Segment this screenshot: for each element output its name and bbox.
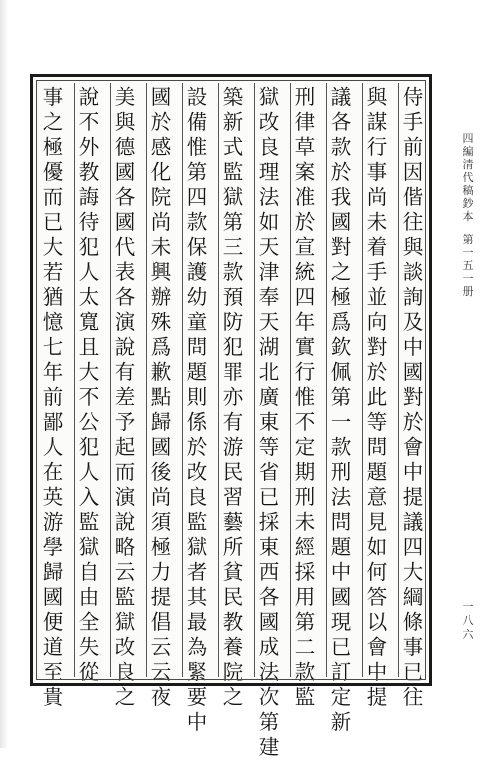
text-column-5: 獄 改 良 理 法 如 天 津 奉 天 湖 北 廣 東 等 省 已 採 東 西 各 國 成 法 次 第 建 <box>258 85 280 759</box>
text-column-11: 事 之 極 優 而 已 大 若 猶 憶 七 年 前 鄙 人 在 英 游 學 歸 國 便 道 至 貴 <box>42 85 64 709</box>
text-column-9: 美 與 德 國 各 國 代 表 各 演 說 有 差 予 起 而 演 說 略 云 監 獄 改 良 之 <box>114 85 136 709</box>
text-column-10: 說 不 外 教 誨 待 犯 人 太 寬 且 大 不 公 犯 人 入 監 獄 自 由 全 失 從 <box>78 85 100 684</box>
text-column-7: 設 備 惟 第 四 款 保 護 幼 童 問 題 則 係 於 改 良 監 獄 者 其 最 為 緊 要 中 <box>186 85 208 734</box>
text-column-1: 侍 手 前 因 偕 往 與 談 詢 及 中 國 對 於 會 中 提 議 四 大 綱 條 事 已 往 <box>402 85 424 709</box>
text-column-8: 國 於 感 化 院 尚 未 興 辦 殊 爲 歉 點 歸 國 後 尚 須 極 力 提 倡 云 云 夜 <box>150 85 172 709</box>
text-column-3: 議 各 款 於 我 國 對 之 極 爲 欽 佩 第 一 款 刑 法 問 題 中 國 現 已 訂 定 新 <box>330 85 352 734</box>
book-title-margin <box>457 132 479 298</box>
text-column-2: 與 謀 行 事 尚 未 着 手 並 向 對 於 此 等 問 題 意 見 如 何 答 以 會 中 提 <box>366 85 388 709</box>
book-title: 四 編 清 代 稿 鈔 本 <box>462 132 474 223</box>
page-edge-shadow <box>0 0 8 748</box>
manuscript-frame <box>30 74 432 759</box>
page-number <box>457 600 479 642</box>
text-column-4: 刑 律 草 案 准 於 宣 統 四 年 實 行 惟 不 定 期 刑 未 經 採 用 第 二 款 監 <box>294 85 316 709</box>
page-number-text: 一 八 六 <box>462 600 474 641</box>
text-column-6: 築 新 式 監 獄 第 三 款 預 防 犯 罪 亦 有 游 民 習 藝 所 貧 民 教 養 院 之 <box>222 85 244 709</box>
book-volume: 第 一 五 一 册 <box>462 233 474 298</box>
